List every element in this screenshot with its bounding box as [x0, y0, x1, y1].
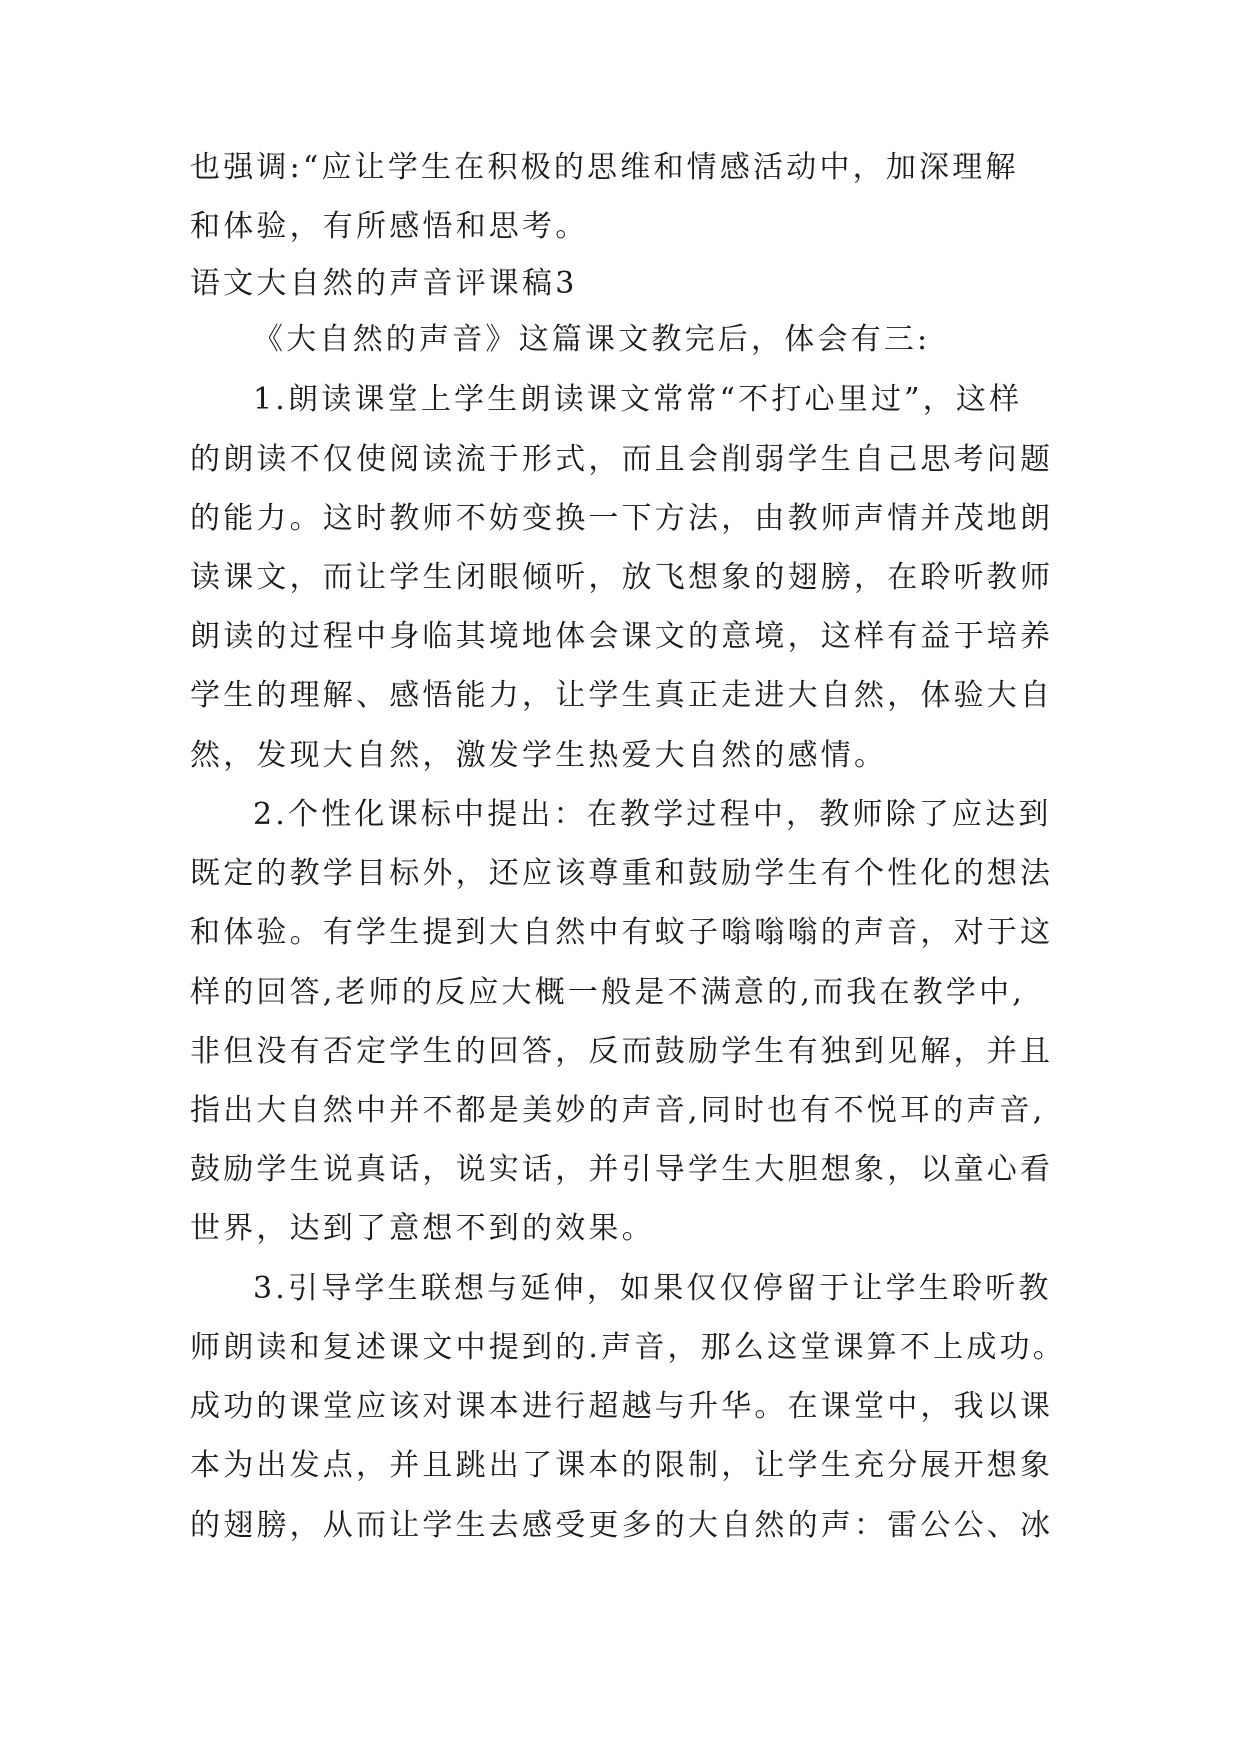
- text-line: 既定的教学目标外，还应该尊重和鼓励学生有个性化的想法: [190, 856, 1054, 891]
- text-line: 然，发现大自然，激发学生热爱大自然的感情。: [190, 738, 888, 773]
- text-line: 和体验。有学生提到大自然中有蚊子嗡嗡嗡的声音，对于这: [190, 915, 1054, 950]
- text-line: 指出大自然中并不都是美妙的声音,同时也有不悦耳的声音,: [190, 1093, 1046, 1128]
- text-line: 鼓励学生说真话，说实话，并引导学生大胆想象，以童心看: [190, 1152, 1054, 1187]
- text-line: 也强调:“应让学生在积极的思维和情感活动中，加深理解: [190, 150, 1019, 185]
- text-line: 的翅膀，从而让学生去感受更多的大自然的声：雷公公、冰: [190, 1508, 1054, 1543]
- text-line: 和体验，有所感悟和思考。: [190, 209, 589, 244]
- text-line: 师朗读和复述课文中提到的.声音，那么这堂课算不上成功。: [190, 1330, 1066, 1365]
- text-line: 朗读的过程中身临其境地体会课文的意境，这样有益于培养: [190, 619, 1054, 654]
- text-line: 《大自然的声音》这篇课文教完后，体会有三:: [253, 322, 931, 357]
- text-line: 3.引导学生联想与延伸，如果仅仅停留于让学生聆听教: [253, 1271, 1052, 1306]
- text-line: 2.个性化课标中提出：在教学过程中，教师除了应达到: [253, 797, 1052, 832]
- section-heading: 语文大自然的声音评课稿3: [190, 266, 578, 301]
- text-line: 读课文，而让学生闭眼倾听，放飞想象的翅膀，在聆听教师: [190, 560, 1054, 595]
- text-line: 非但没有否定学生的回答，反而鼓励学生有独到见解，并且: [190, 1034, 1054, 1069]
- text-line: 的能力。这时教师不妨变换一下方法，由教师声情并茂地朗: [190, 501, 1054, 536]
- text-line: 的朗读不仅使阅读流于形式，而且会削弱学生自己思考问题: [190, 442, 1054, 477]
- text-line: 样的回答,老师的反应大概一般是不满意的,而我在教学中,: [190, 975, 1026, 1010]
- text-line: 世界，达到了意想不到的效果。: [190, 1211, 655, 1246]
- text-line: 本为出发点，并且跳出了课本的限制，让学生充分展开想象: [190, 1448, 1054, 1483]
- text-line: 学生的理解、感悟能力，让学生真正走进大自然，体验大自: [190, 678, 1054, 713]
- text-line: 1.朗读课堂上学生朗读课文常常“不打心里过”，这样: [253, 382, 1023, 417]
- text-line: 成功的课堂应该对课本进行超越与升华。在课堂中，我以课: [190, 1389, 1054, 1424]
